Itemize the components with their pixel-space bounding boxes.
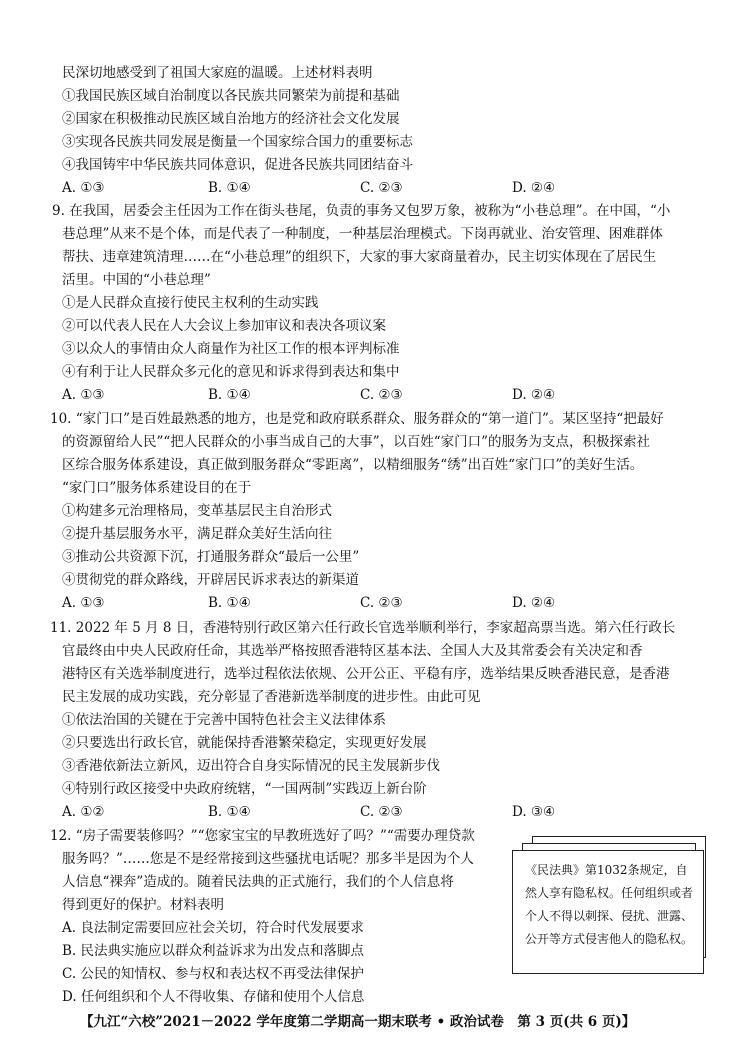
q9-option-a[interactable]: A. ①③ bbox=[62, 387, 105, 403]
q9-option-c[interactable]: C. ②③ bbox=[360, 387, 403, 403]
q12-stem-2: 服务吗？”……您是不是经常接到这些骚扰电话呢？那多半是因为个人 bbox=[62, 851, 474, 867]
q11-stem-1: 11. 2022 年 5 月 8 日，香港特别行政区第六任行政长官选举顺利举行，李家超高票当选。第六任行政长 bbox=[50, 620, 676, 636]
q10-item-2: ②提升基层服务水平，满足群众美好生活向往 bbox=[62, 526, 332, 542]
paper-front-sheet bbox=[512, 850, 704, 974]
q11-stem-3: 港特区有关选举制度进行，选举过程依法依规、公开公正、平稳有序，选举结果反映香港民意，是香港 bbox=[62, 666, 670, 682]
q12-stem-3: 人信息“裸奔”造成的。随着民法典的正式施行，我们的个人信息将 bbox=[62, 874, 454, 890]
q9-stem-2: 巷总理”从来不是个体，而是代表了一种制度，一种基层治理模式。下岗再就业、治安管理、困难群体 bbox=[62, 226, 663, 242]
q11-item-4: ④特别行政区接受中央政府统辖，“一国两制”实践迈上新台阶 bbox=[62, 781, 427, 797]
q12-option-c[interactable]: C. 公民的知情权、参与权和表达权不再受法律保护 bbox=[62, 966, 364, 982]
q11-option-c[interactable]: C. ②③ bbox=[360, 804, 403, 820]
q12-option-a[interactable]: A. 良法制定需要回应社会关切，符合时代发展要求 bbox=[62, 920, 364, 936]
q11-options bbox=[62, 801, 682, 823]
q8-option-c[interactable]: C. ②③ bbox=[360, 180, 403, 196]
q10-item-1: ①构建多元治理格局，变革基层民主自治形式 bbox=[62, 503, 332, 519]
q10-item-3: ③推动公共资源下沉，打通服务群众“最后一公里” bbox=[62, 549, 360, 565]
q8-item-2: ②国家在积极推动民族区域自治地方的经济社会文化发展 bbox=[62, 111, 400, 127]
q9-stem-1: 9. 在我国，居委会主任因为工作在街头巷尾，负责的事务又包罗万象，被称为“小巷总理”。在中国，“小 bbox=[52, 203, 671, 219]
q8-option-a[interactable]: A. ①③ bbox=[62, 180, 105, 196]
civil-code-excerpt-box bbox=[512, 836, 712, 986]
q10-item-4: ④贯彻党的群众路线，开辟居民诉求表达的新渠道 bbox=[62, 572, 359, 588]
q10-option-a[interactable]: A. ①③ bbox=[62, 595, 105, 611]
q11-option-a[interactable]: A. ①② bbox=[62, 804, 105, 820]
q12-option-b[interactable]: B. 民法典实施应以群众利益诉求为出发点和落脚点 bbox=[62, 943, 365, 959]
q8-item-4: ④我国铸牢中华民族共同体意识，促进各民族共同团结奋斗 bbox=[62, 157, 413, 173]
q8-options bbox=[62, 177, 682, 199]
q11-stem-4: 民主发展的成功实践，充分彰显了香港新选举制度的进步性。由此可见 bbox=[62, 689, 481, 705]
q10-option-c[interactable]: C. ②③ bbox=[360, 595, 403, 611]
q9-item-1: ①是人民群众直接行使民主权利的生动实践 bbox=[62, 295, 319, 311]
q10-stem-4: “家门口”服务体系建设目的在于 bbox=[62, 480, 252, 496]
q9-option-d[interactable]: D. ②④ bbox=[512, 387, 556, 403]
q9-item-4: ④有利于让人民群众多元化的意见和诉求得到表达和集中 bbox=[62, 364, 400, 380]
q10-option-d[interactable]: D. ②④ bbox=[512, 595, 556, 611]
q10-stem-3: 区综合服务体系建设，真正做到服务群众“零距离”，以精细服务“绣”出百姓“家门口”的美好生活。 bbox=[62, 457, 644, 473]
q9-item-3: ③以众人的事情由众人商量作为社区工作的根本评判标准 bbox=[62, 341, 400, 357]
q9-option-b[interactable]: B. ①④ bbox=[208, 387, 251, 403]
q10-options bbox=[62, 592, 682, 614]
q12-stem-4: 得到更好的保护。材料表明 bbox=[62, 897, 224, 913]
q9-stem-4: 活里。中国的“小巷总理” bbox=[62, 272, 211, 288]
q11-option-d[interactable]: D. ③④ bbox=[512, 804, 556, 820]
page-footer: 【九江“六校”2021－2022 学年度第二学期高一期末联考 • 政治试卷 第 3 页(共 6 页)】 bbox=[80, 1014, 636, 1030]
q11-item-3: ③香港依新法立新风，迈出符合自身实际情况的民主发展新步伐 bbox=[62, 758, 440, 774]
q10-stem-1: 10. “家门口”是百姓最熟悉的地方，也是党和政府联系群众、服务群众的“第一道门”。某区坚持“把最好 bbox=[50, 411, 664, 427]
q8-item-3: ③实现各民族共同发展是衡量一个国家综合国力的重要标志 bbox=[62, 134, 413, 150]
q8-continuation: 民深切地感受到了祖国大家庭的温暖。上述材料表明 bbox=[62, 65, 373, 81]
q11-item-2: ②只要选出行政长官，就能保持香港繁荣稳定，实现更好发展 bbox=[62, 735, 427, 751]
q11-option-b[interactable]: B. ①④ bbox=[208, 804, 251, 820]
q8-option-b[interactable]: B. ①④ bbox=[208, 180, 251, 196]
q8-item-1: ①我国民族区域自治制度以各民族共同繁荣为前提和基础 bbox=[62, 88, 400, 104]
q12-option-d[interactable]: D. 任何组织和个人不得收集、存储和使用个人信息 bbox=[62, 989, 365, 1005]
q10-stem-2: 的资源留给人民”“把人民群众的小事当成自己的大事”，以百姓“家门口”的服务为支点，积极探索社 bbox=[62, 434, 651, 450]
q11-item-1: ①依法治国的关键在于完善中国特色社会主义法律体系 bbox=[62, 712, 386, 728]
q11-stem-2: 官最终由中央人民政府任命，其选举严格按照香港特区基本法、全国人大及其常委会有关决定和香 bbox=[62, 643, 643, 659]
q12-stem-1: 12. “房子需要装修吗？”“您家宝宝的早教班选好了吗？”“需要办理贷款 bbox=[50, 828, 475, 844]
q8-option-d[interactable]: D. ②④ bbox=[512, 180, 556, 196]
civil-code-excerpt-text: 《民法典》第1032条规定，自然人享有隐私权。任何组织或者个人不得以刺探、侵扰、泄露、公开等方式侵害他人的隐私权。 bbox=[525, 863, 694, 946]
q10-option-b[interactable]: B. ①④ bbox=[208, 595, 251, 611]
q9-stem-3: 帮扶、违章建筑清理……在“小巷总理”的组织下，大家的事大家商量着办，民主切实体现在了居民生 bbox=[62, 249, 657, 265]
q9-options bbox=[62, 384, 682, 406]
q9-item-2: ②可以代表人民在人大会议上参加审议和表决各项议案 bbox=[62, 318, 386, 334]
